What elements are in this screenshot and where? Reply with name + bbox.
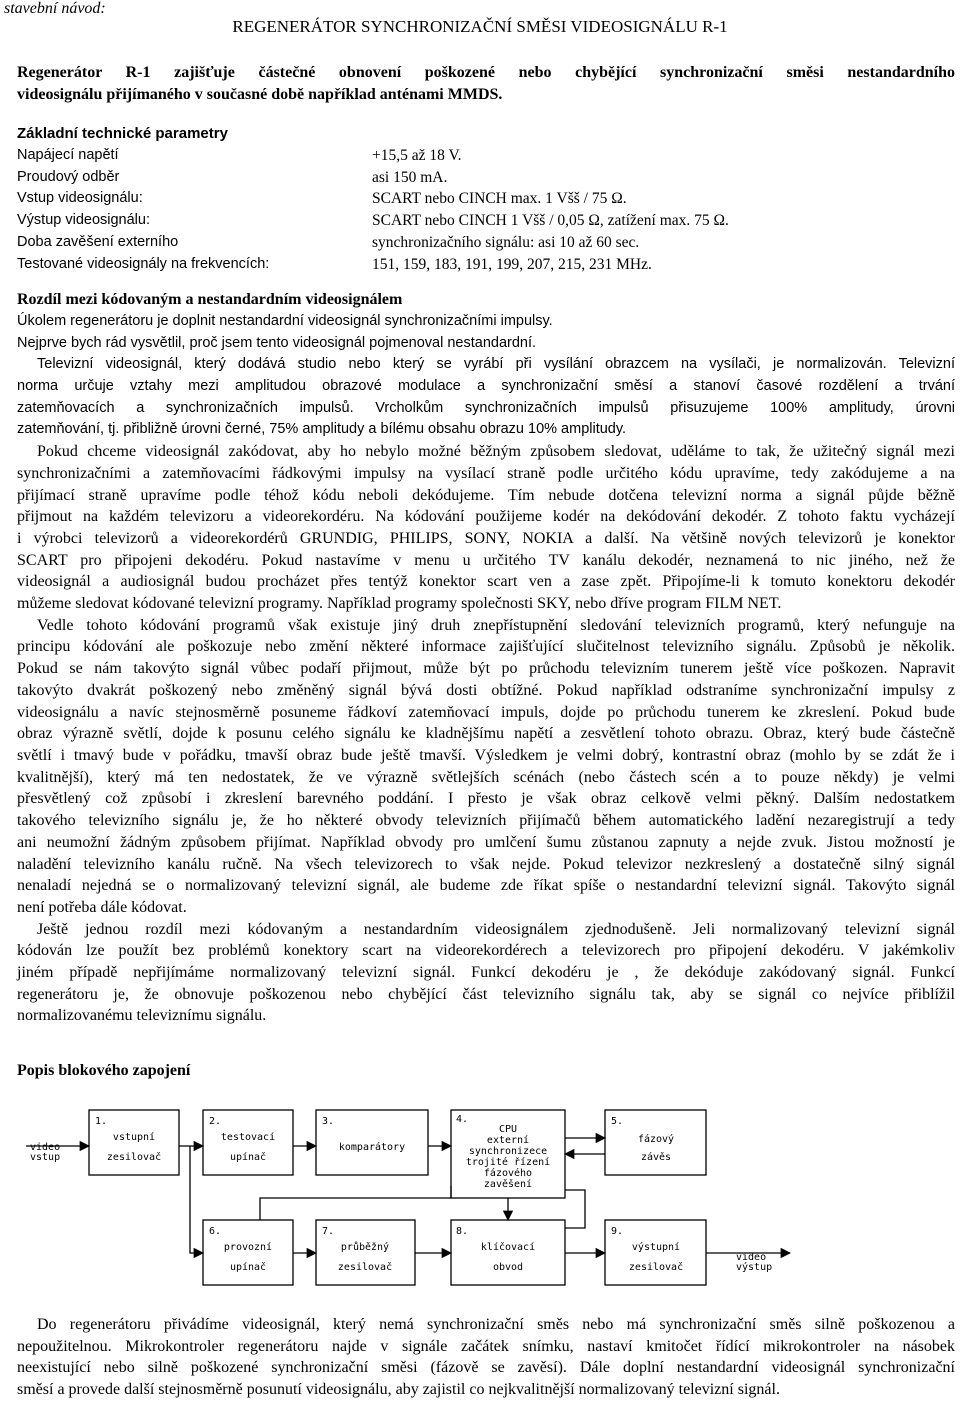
text-line: obraz výrazně světlí, dojde k posunu celého signálu ke kladnějšímu napětí a zesvětlení tohoto obrazu. Obraz, který bude částečně	[17, 725, 955, 743]
document-title: REGENERÁTOR SYNCHRONIZAČNÍ SMĚSI VIDEOSIGNÁLU R-1	[232, 17, 728, 36]
text-line: takového televizního signálu je, že ho některé obvody televizních přijímačů během automatického ladění nezaregistrují a tedy	[17, 812, 955, 830]
block-label: zavěšení	[483, 1179, 533, 1190]
parameters-section	[17, 123, 955, 275]
text-line: normalizovanému televiznímu signálu.	[17, 1007, 267, 1025]
text-line: můžeme sledovat kódované televizní programy. Například programy společnosti SKY, nebo dříve program FILM NET.	[17, 595, 782, 613]
text-line: světlí i tmavý bude v pořádku, tmavší obraz bude ještě tmavší. Výsledkem je velmi dobrý, kontrastní obraz (mohlo by se zdát že i	[17, 747, 955, 764]
parameters-title: Základní technické parametry	[17, 125, 228, 143]
block-label: fázového	[483, 1168, 533, 1179]
block-number: 6.	[209, 1226, 222, 1237]
block-number: 7.	[322, 1226, 335, 1237]
text-line: nenaladí nejedná se o normalizovaný televizní signál, ale budeme zde říkat spíše o nestandardní televizní signál. Takovýto signál	[17, 877, 955, 895]
block-label: upínač	[229, 1152, 267, 1163]
parameter-row	[17, 188, 955, 210]
paragraph	[17, 919, 955, 1028]
parameter-value: synchronizačního signálu: asi 10 až 60 sec.	[372, 233, 640, 251]
block-number: 2.	[209, 1116, 222, 1127]
paragraph: Nejprve bych rád vysvětlil, proč jsem tento videosignál pojmenoval nestandardní.	[17, 334, 537, 351]
block-number: 5.	[611, 1116, 624, 1127]
block-number: 1.	[95, 1116, 108, 1127]
header-tag: stavební návod:	[4, 0, 106, 17]
paragraph: Úkolem regenerátoru je doplnit nestandardní videosignál synchronizačními impulsy.	[17, 312, 553, 329]
block-label: zesilovač	[337, 1262, 393, 1273]
parameter-row	[17, 254, 955, 276]
section-title: Rozdíl mezi kódovaným a nestandardním videosignálem	[17, 291, 403, 309]
text-line: takovýto dvakrát poškozený nebo změněný signál bývá dosti obtížné. Pokud například odstraníme synchronizační impulsy z	[17, 681, 955, 699]
text-line: není potřeba dále kódovat.	[17, 898, 187, 916]
parameter-label: Napájecí napětí	[17, 147, 119, 164]
block-label: vstupní	[112, 1132, 156, 1143]
block-number: 8.	[456, 1226, 469, 1237]
paragraph	[17, 441, 955, 615]
block-label: výstupní	[631, 1242, 681, 1253]
block-label: závěs	[640, 1152, 672, 1163]
text-line: regenerátoru je, že obnovuje poškozenou nebo chybějící část televizního signálu tak, aby se signál co nejvíce přiblížil	[17, 985, 955, 1003]
block-number: 4.	[456, 1114, 469, 1125]
section-difference	[17, 289, 955, 1027]
block-label: průběžný	[340, 1242, 390, 1253]
text-line: norma určuje vztahy mezi amplitudou obrazové modulace a synchronizační směsí a stanoví časové rozdělení a trvání	[17, 378, 955, 395]
block-label: CPU	[498, 1124, 518, 1135]
text-line: videosignálu přijímaného v současné době například anténami MMDS.	[17, 85, 503, 103]
parameter-value: SCART nebo CINCH max. 1 Všš / 75 Ω.	[372, 190, 627, 208]
text-line: videosignál a audiosignál budou procházet přes tentýž konektor scart ven a zase zpět. Připojíme-li k tomuto konektoru dekodér	[17, 573, 955, 591]
text-line: kódován lze použít bez problémů konektory scart na videorekordérech a televizorech pro připojení dekodéru. V jakémkoliv	[17, 942, 955, 960]
block-label: komparátory	[338, 1142, 406, 1153]
text-line: přesvětlený což způsobí i zkreslení barevného poddání. I přesto je však obraz celkově velmi pěkný. Dalším nedostatkem	[17, 790, 955, 808]
block-label: synchronizece	[468, 1146, 548, 1157]
text-line: videosignálu a navíc stejnosměrně posuneme řádkoví zatemňovací impuls, dojde po průchodu tunerem ke zkreslení. Pokud bude	[17, 703, 955, 721]
document-body	[17, 62, 955, 1027]
text-line: naladění televizního kanálu ručně. Na všech televizorech to však nejde. Pokud televizor nezkreslený a dostatečně silný signál	[17, 855, 955, 873]
text-line: jiném případě nepřijímáme normalizovaný televizní signál. Funkcí dekodéru je , že dekóduje zakódovaný signál. Funkcí	[17, 964, 955, 982]
parameter-value: +15,5 až 18 V.	[372, 147, 462, 165]
text-line: Pokud se nám takovýto signál vůbec podaří přijmout, může být po průchodu televizním tunerem ještě více poškozen. Napravit	[17, 660, 955, 678]
text-line: Vedle tohoto kódování programů však existuje jiný druh znepřístupnění sledování televizních programů, který nefunguje na	[37, 616, 955, 634]
text-line: kvalitnější), který má ten nedostatek, že ve výrazně světlejších scénách (nebo částech scén a to pouze někdy) je velmi	[17, 768, 955, 786]
block-label: klíčovací	[480, 1242, 536, 1253]
text-line: i výrobci televizorů a videorekordérů GRUNDIG, PHILIPS, SONY, NOKIA a další. Na většině nových televizorů je konektor	[17, 529, 955, 547]
parameter-row	[17, 210, 955, 232]
output-label: video	[736, 1252, 767, 1263]
text-line: zatemňovacích a synchronizačních impulsů. Vrcholkům synchronizačních impulsů přisuzujeme 100% amplitudy, úrovni	[17, 399, 955, 416]
parameter-label: Doba zavěšení externího	[17, 233, 179, 250]
text-line: nepoužitelnou. Mikrokontroler regenerátoru najde v signále začátek snímku, nastaví kmitočet řídící mikrokontroler na násobek	[17, 1337, 955, 1355]
text-line: synchronizačními a zatemňovacími řádkovými impulsy na vysílací straně podle určitého kódu upravíme, tedy zakódujeme a na	[17, 464, 955, 482]
block-number: 3.	[322, 1116, 335, 1127]
text-line: Do regenerátoru přivádíme videosignál, který nemá synchronizační směs nebo má synchronizační směs silně poškozenou a	[37, 1316, 955, 1333]
paragraph	[17, 615, 955, 919]
parameter-row	[17, 145, 955, 167]
text-line: Pokud chceme videosignál zakódovat, aby ho nebylo možné běžným způsobem sledovat, uděláme to tak, že užitečný signál mezi	[37, 443, 955, 461]
text-line: Ještě jednou rozdíl mezi kódovaným a nestandardním videosignálem zjednodušeně. Jeli normalizovaný televizní signál	[37, 920, 955, 938]
text-line: ani neumožní žádným způsobem přijímat. Například obvody pro umlčení šumu zůstanou zapnuty a nejde zvuk. Jistou možností je	[17, 833, 955, 851]
parameter-label: Testované videosignály na frekvencích:	[17, 255, 270, 272]
text-line: principu kódování ale poškozuje nebo změní některé informace zajišťující slučitelnost televizního signálu. Způsobů je několik.	[17, 638, 955, 656]
block-number: 9.	[611, 1226, 624, 1237]
parameter-row	[17, 167, 955, 189]
parameter-value: 151, 159, 183, 191, 199, 207, 215, 231 MHz.	[372, 255, 652, 273]
input-label: video	[30, 1142, 61, 1153]
parameter-value: SCART nebo CINCH 1 Všš / 0,05 Ω, zatížení max. 75 Ω.	[372, 212, 729, 230]
signal-line	[565, 1190, 585, 1228]
text-line: přijímací straně upravíme podle téhož kódu neboli dekódujeme. Tím nebude dotčena televizní norma a signál půjde běžně	[17, 486, 955, 504]
block-label: obvod	[492, 1262, 524, 1273]
text-line: zatemňování, tj. přibližně úrovni černé, 75% amplitudy a bílému obsahu obrazu 10% amplitudy.	[17, 421, 627, 438]
diagram-description	[17, 1314, 955, 1401]
signal-line	[260, 1186, 451, 1220]
text-line: neexistující nebo silně poškozené synchronizační směsi (fázově se zavěsí). Dále doplní nestandardní videosignál synchronizační	[17, 1359, 955, 1377]
parameter-label: Vstup videosignálu:	[17, 190, 143, 207]
parameter-value: asi 150 mA.	[372, 168, 448, 186]
parameter-label: Proudový odběr	[17, 168, 120, 185]
block-label: externí	[486, 1135, 530, 1146]
block-label: trojité řízení	[465, 1157, 551, 1168]
intro-paragraph	[17, 62, 955, 105]
input-label: vstup	[30, 1152, 61, 1163]
parameter-row	[17, 232, 955, 254]
block-label: zesilovač	[106, 1152, 162, 1163]
paragraph	[17, 354, 955, 441]
block-label: zesilovač	[628, 1262, 684, 1273]
signal-line	[190, 1146, 203, 1253]
block-label: provozní	[223, 1242, 273, 1253]
text-line: směsí a provede další stejnosměrně posunutí videosignálu, aby zajistil co nejkvalitnější normalizovaný televizní signál.	[17, 1381, 780, 1399]
block-label: testovací	[220, 1132, 276, 1143]
block-diagram	[0, 1098, 960, 1298]
text-line: SCART pro připojeni dekodéru. Pokud nastavíme v menu u určitého TV kanálu dekodér, neznamená to nic jiného, než že	[17, 551, 955, 569]
text-line: přijmout na každém televizoru a videorekordéru. Na kódování použijeme kodér na dekódování dekodér. Z tohoto faktu vycházejí	[17, 508, 955, 526]
text-line: Regenerátor R-1 zajišťuje částečné obnovení poškozené nebo chybějící synchronizační směsi nestandardního	[17, 64, 955, 81]
block-diagram-title: Popis blokového zapojení	[17, 1062, 191, 1079]
block-label: upínač	[229, 1262, 267, 1273]
parameter-label: Výstup videosignálu:	[17, 212, 150, 229]
output-label: výstup	[736, 1262, 773, 1273]
text-line: Televizní videosignál, který dodává studio nebo který se vyrábí při vysílání obrazcem na vysílači, je normalizován. Televizní	[37, 356, 955, 373]
block-label: fázový	[637, 1134, 675, 1145]
